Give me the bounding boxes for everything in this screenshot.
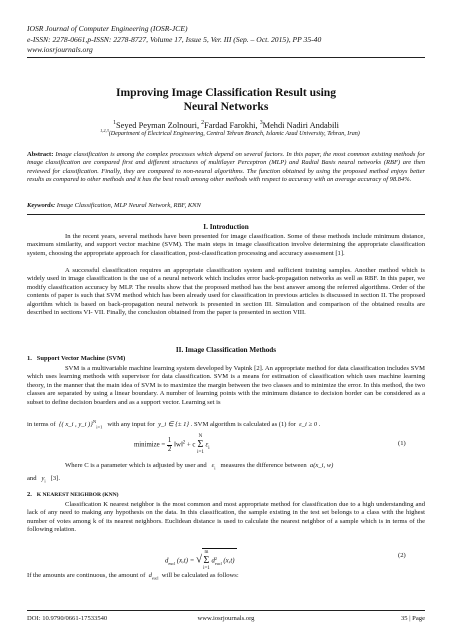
keywords-text: Image Classification, MLP Neural Network, RBF, KNN bbox=[55, 202, 201, 209]
subsection-1-heading bbox=[27, 355, 125, 362]
where-epsilon-sub: i bbox=[214, 465, 216, 471]
affiliation-sup: 1,2,3 bbox=[100, 128, 109, 133]
eq1-denominator: 2 bbox=[167, 445, 172, 453]
eq1-numerator: 1 bbox=[167, 436, 172, 444]
keywords-label: Keywords: bbox=[27, 202, 56, 209]
continuous-d-sub: eucl bbox=[151, 575, 159, 581]
and-line bbox=[27, 475, 60, 483]
eq2-radicand bbox=[202, 548, 236, 572]
author-list bbox=[0, 121, 452, 130]
journal-name: IOSR Journal of Computer Engineering (IOSR-JCE) bbox=[27, 24, 188, 33]
where-text-a: Where C is a parameter which is adjusted by user and bbox=[65, 462, 207, 469]
continuous-text-b: will be calculated as follows: bbox=[161, 572, 239, 579]
affiliation-text: (Department of Electrical Engineering, Central Tehran Branch, Islamic Azad University, Tehran, Iran) bbox=[108, 131, 360, 138]
eq1-epsilon-sub: i bbox=[208, 445, 210, 451]
equation-2-number: (2) bbox=[398, 552, 406, 559]
subsection-2-paragraph: Classification K nearest neighbor is the most common and most appropriate method for classification due to a high understanding and lack of any need to making any hypothesis on the data. In this classification, the sample existing in the test set belongs to a class with the highest number of votes among k of its nearest neighbors. Euclidean distance is used to calculate the nearest neighbor of a sample which is in terms of the following relation. bbox=[27, 501, 425, 534]
where-function: a(x_i, w) bbox=[309, 462, 334, 469]
author-1-sup: 1 bbox=[113, 120, 117, 127]
author-3: Mehdi Nadiri Andabili bbox=[262, 121, 339, 130]
title-line-2: Neural Networks bbox=[183, 100, 269, 113]
eq2-inner-sup: 2 bbox=[214, 556, 217, 561]
eq2-inner-sub: eucl bbox=[214, 561, 222, 566]
and-y: y bbox=[41, 475, 45, 482]
learning-set-line bbox=[27, 420, 320, 429]
eq1-fraction bbox=[167, 437, 172, 454]
subsection-1-paragraph: SVM is a multivariable machine learning system developed by Vapink [2]. An appropriate method for data classification includes SVM which uses learning methods with supervisor for data classification. SVM is a means for estimation of classification which uses machine learning theory, in the manner that the main idea of SVM is to maximize the margin between the two classes and to minimize the error. In this method, the two classes are separated by using a linear boundary. A number of learning points with the minimum distance to decision border can be considered as a subset to define decision boarders and as a support vector. Learning set is bbox=[27, 365, 425, 406]
journal-header bbox=[27, 24, 321, 56]
eq2-sum bbox=[203, 550, 210, 572]
abstract-text: Image classification is among the complex processes which depend on several factors. In this paper, the most common existing methods for image classification are compared first and different structures of multilayer Perceptron (MLP) and Radial Basis neural networks (RBF) are then reviewed for classification. Finally, they are compared to non-neural algorithms. The function obtained by using the proposed method enjoys better results as compared to other methods and it has the best result among other methods with respect to accuracy with an average accuracy of 98.84%. bbox=[27, 151, 425, 184]
eq2-d-sub: eucl bbox=[168, 560, 176, 566]
eq1-plus: + c bbox=[186, 441, 196, 449]
and-y-sub: i bbox=[44, 478, 46, 484]
continuous-d: d bbox=[148, 572, 152, 579]
eq2-inner-d: d bbox=[211, 557, 215, 565]
learning-set-sub: i=1 bbox=[96, 424, 103, 430]
eq2-sum-bottom: i=1 bbox=[203, 566, 210, 571]
where-line bbox=[65, 462, 333, 470]
footer-page-number: 35 | Page bbox=[400, 615, 425, 622]
header-rule bbox=[27, 57, 425, 58]
journal-url[interactable]: www.iosrjournals.org bbox=[27, 45, 93, 54]
abstract-rule bbox=[27, 214, 425, 215]
subsection-2-number: 2. bbox=[27, 491, 32, 498]
footer-doi[interactable]: DOI: 10.9790/0661-17533540 bbox=[27, 615, 108, 622]
eq1-sum-top: N bbox=[198, 434, 203, 439]
title-line-1: Improving Image Classification Result using bbox=[115, 86, 337, 99]
section-1-paragraph-1: In the recent years, several methods have been presented for image classification. Some of these methods include minimum distance, maximum similarity, and support vector machine (SVM). The main steps in image classification involve determining the appropriate classification system, choosing the appropriate approach for classification, post-classification processing and accuracy assessment [1]. bbox=[27, 233, 425, 257]
footer-rule bbox=[27, 610, 425, 611]
section-1-paragraph-2: A successful classification requires an appropriate classification system and sufficient training samples. Another method which is widely used in image classification is the use of a neural network which includes error back-propagation networks as well as RBF. In this paper, we modify classification accuracy by MLP. The results show that the proposed method has the best answer among the referred algorithms. Order of the contents of paper is such that SVM method which has been already used for classification in previous articles is discussed in section II. The proposed algorithm which is based on back-propagation neural network is presented in section III. Simulation and comparison of the obtained results are described in sections VI- VII. Finally, the conclusion obtained from the paper is presented in section VIII. bbox=[27, 267, 425, 317]
continuous-line bbox=[27, 572, 239, 580]
eq1-norm-sup: 2 bbox=[182, 440, 186, 446]
equation-1 bbox=[134, 434, 210, 456]
learning-set-condition: y_i ∈ {± 1} bbox=[158, 421, 190, 428]
continuous-text-a: If the amounts are continuous, the amount of bbox=[27, 572, 146, 579]
eq1-sum-symbol: Σ bbox=[197, 439, 204, 450]
author-3-sup: 3 bbox=[259, 120, 263, 127]
learning-set-end: . bbox=[318, 421, 321, 428]
paper-title bbox=[0, 86, 452, 114]
equation-1-number: (1) bbox=[398, 440, 406, 447]
eq1-sum-bottom: i=1 bbox=[197, 450, 204, 455]
eq2-args: (x,t) = bbox=[176, 557, 195, 565]
eq2-d: d bbox=[165, 557, 169, 565]
learning-set-mid: with any input for bbox=[107, 421, 155, 428]
where-text-b: measures the difference between bbox=[220, 462, 307, 469]
learning-set-condition-2: ε_i ≥ 0 bbox=[299, 421, 318, 428]
eq2-sqrt-icon: √ bbox=[196, 553, 203, 566]
abstract-label: Abstract: bbox=[27, 151, 54, 158]
learning-set-sup: N bbox=[92, 418, 97, 424]
author-2-sup: 2 bbox=[201, 120, 205, 127]
eq1-epsilon: ε bbox=[205, 441, 209, 449]
subsection-2-heading bbox=[27, 491, 119, 498]
footer-url[interactable]: www.iosrjournals.org bbox=[197, 615, 255, 622]
affiliation bbox=[30, 128, 430, 138]
eq2-sum-top: m bbox=[204, 550, 209, 555]
section-2-heading: II. Image Classification Methods bbox=[175, 346, 277, 354]
author-2: Fardad Farokhi, bbox=[204, 121, 260, 130]
section-1-heading: I. Introduction bbox=[203, 223, 249, 231]
abstract bbox=[27, 151, 425, 185]
author-1: Seyed Peyman Zolnouri, bbox=[116, 121, 202, 130]
eq1-left: minimize = bbox=[134, 441, 166, 449]
eq1-norm: ‖w‖ bbox=[174, 441, 183, 449]
and-reference: [3]. bbox=[50, 475, 60, 482]
subsection-2-title: K NEAREST NEIGHBOR (KNN) bbox=[36, 492, 119, 498]
eq1-sum bbox=[197, 434, 204, 456]
learning-set-expr: {( x_i , y_i )} bbox=[58, 421, 93, 428]
where-epsilon: ε bbox=[211, 462, 215, 469]
eq2-inner-scripts bbox=[215, 556, 222, 566]
equation-2 bbox=[165, 548, 237, 572]
journal-issn: e-ISSN: 2278-0661,p-ISSN: 2278-8727, Volume 17, Issue 5, Ver. III (Sep. – Oct. 2015), PP 35-40 bbox=[27, 34, 322, 44]
learning-set-prefix: in terms of bbox=[27, 421, 56, 428]
subsection-1-title: Support Vector Machine (SVM) bbox=[36, 355, 126, 362]
eq2-sum-symbol: Σ bbox=[203, 555, 210, 566]
eq2-inner-args: (x,t) bbox=[223, 557, 235, 565]
subsection-1-number: 1. bbox=[27, 355, 32, 362]
and-text: and bbox=[27, 475, 37, 482]
keywords bbox=[27, 202, 425, 209]
learning-set-post: . SVM algorithm is calculated as (1) for bbox=[190, 421, 296, 428]
